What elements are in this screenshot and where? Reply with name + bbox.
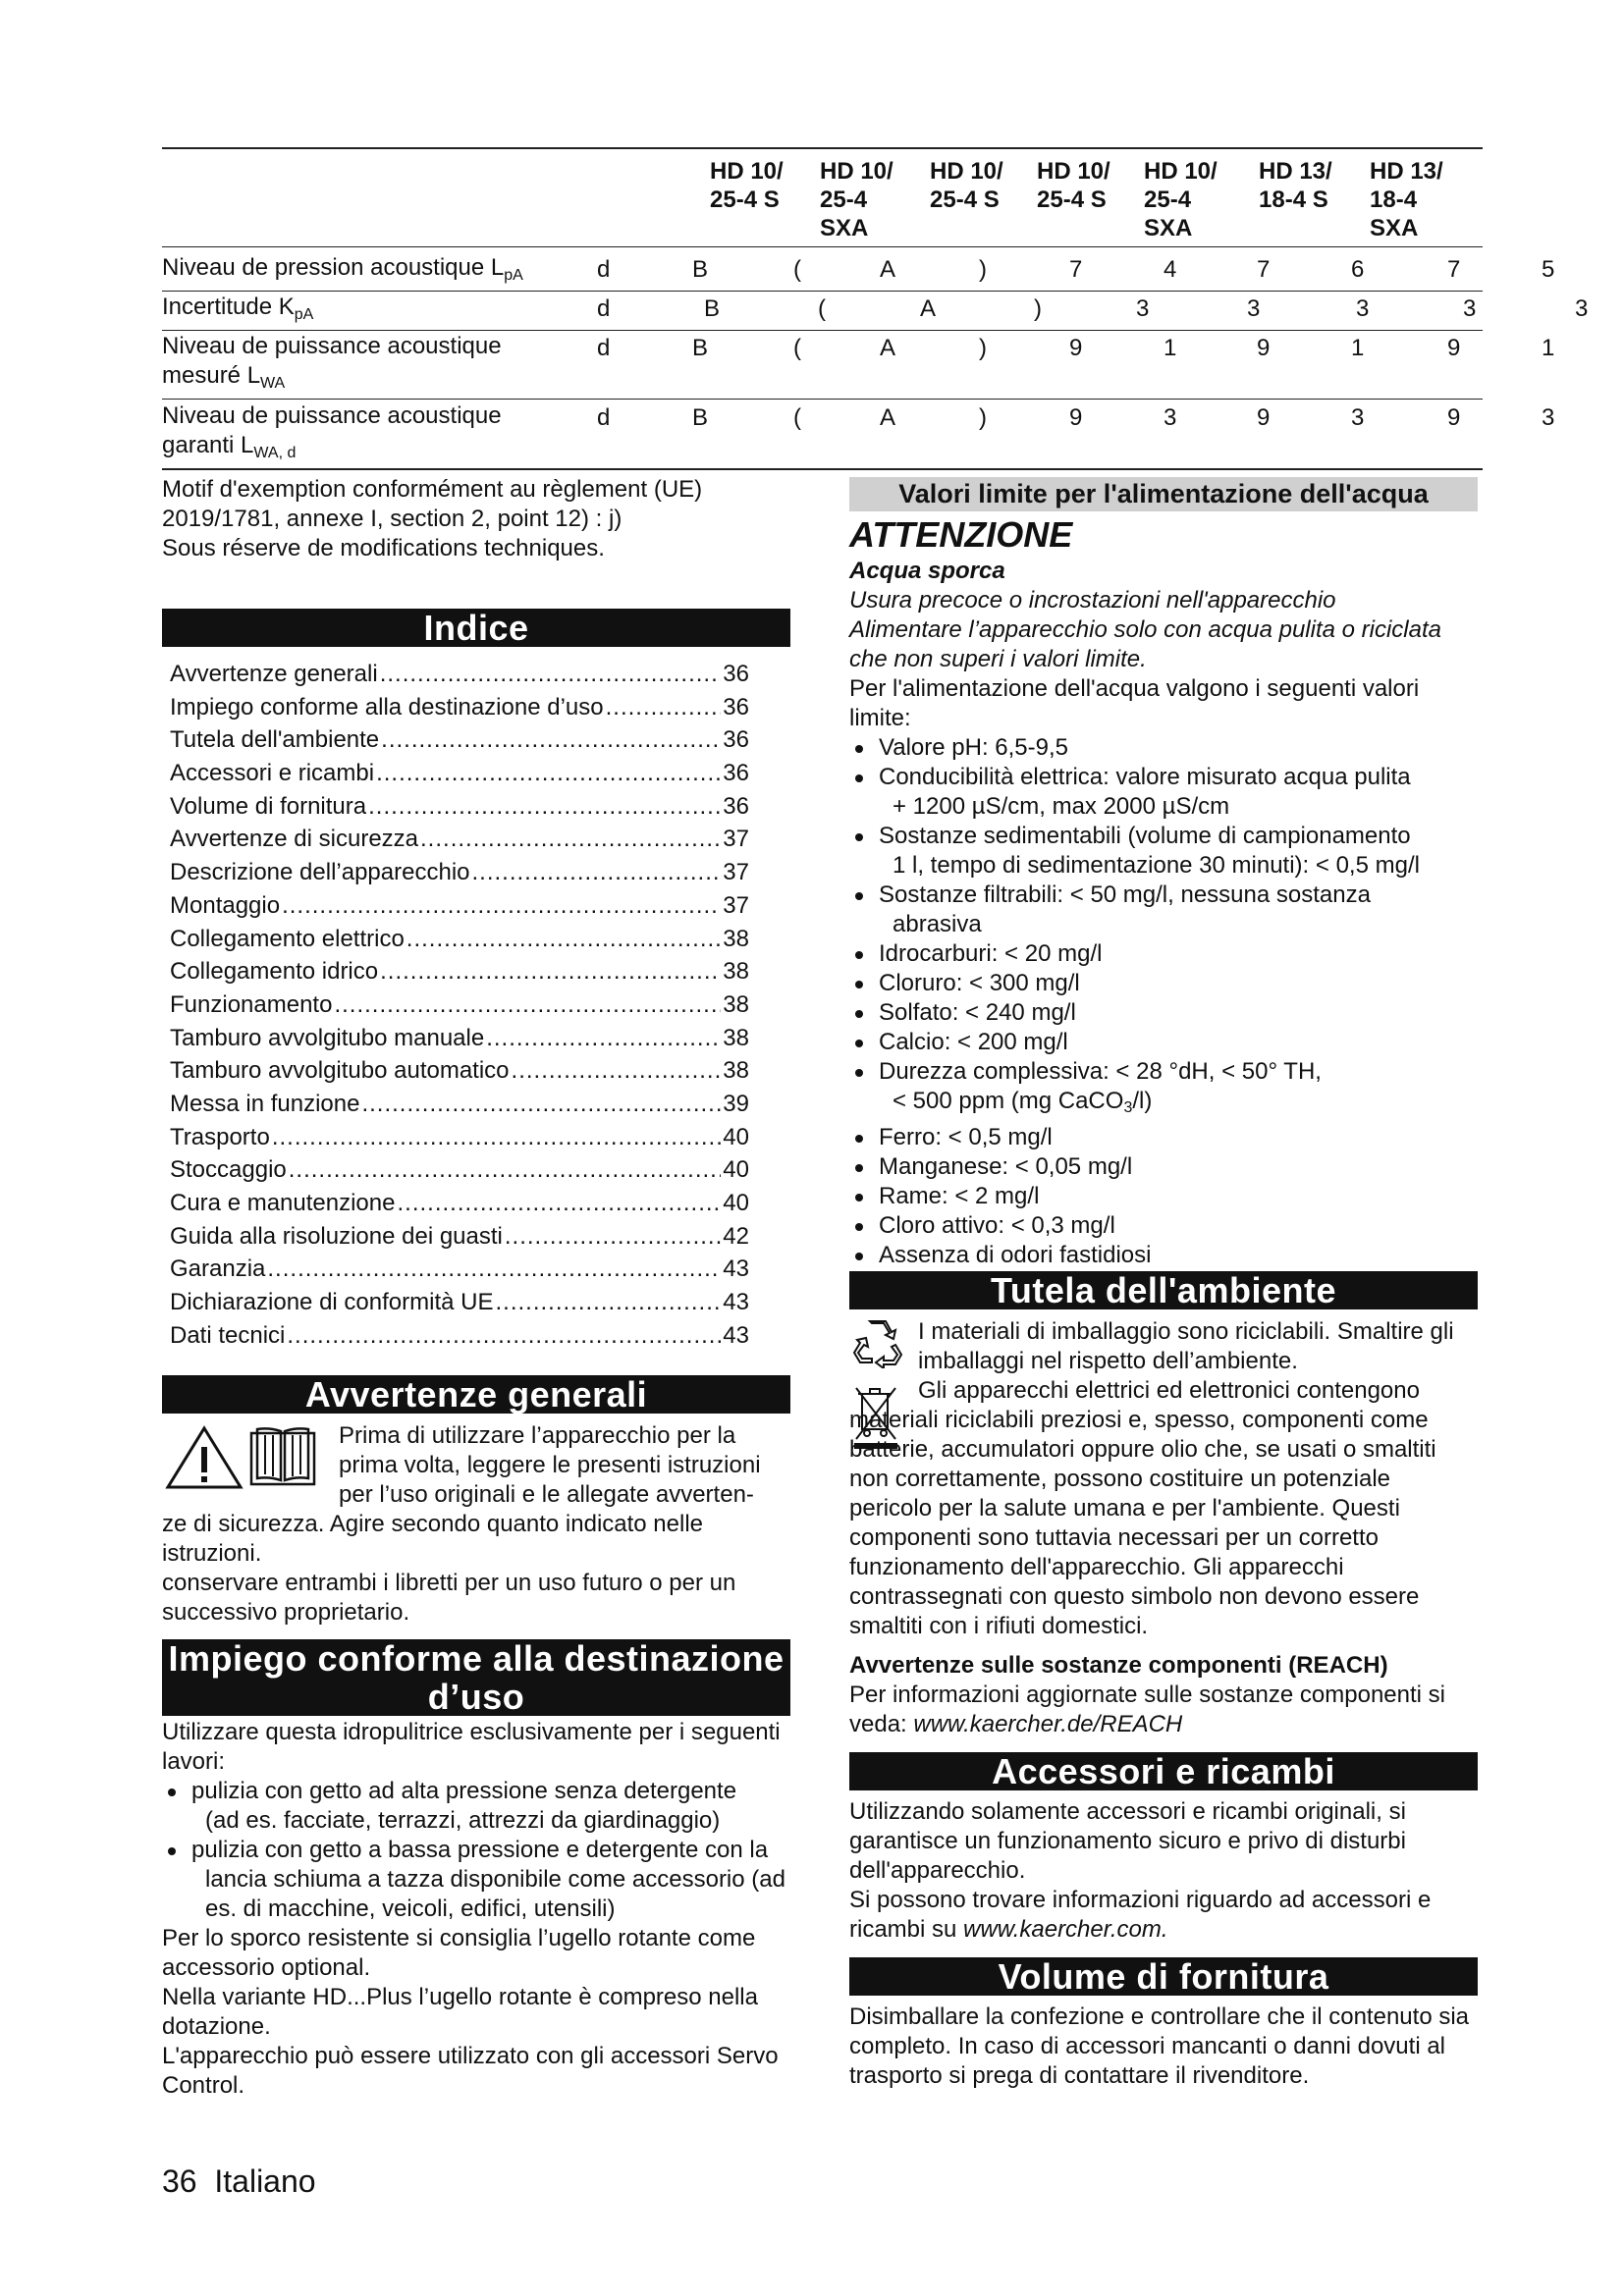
avvertenze-text: Prima di utilizzare l’apparecchio per la prima volta, leggere le presenti istruzioni per l’uso originali e le allegate avverten- ze di sicurezza. Agire secondo quanto indicato nelle istruzioni. conservare entrambi i libretti per un uso futuro o per un successivo proprietario. bbox=[162, 1422, 761, 1626]
table-cell: ) bbox=[979, 404, 987, 431]
list-item: Cloruro: < 300 mg/l bbox=[849, 969, 1478, 998]
accessori-text: Utilizzando solamente accessori e ricambi originali, si garantisce un funzionamento sicuro e privo di disturbi dell'apparecchio. Si possono trovare informazioni riguardo ad accessori e ricambi su www.kaercher.com. bbox=[849, 1798, 1432, 1943]
list-item: Cloro attivo: < 0,3 mg/l bbox=[849, 1211, 1478, 1241]
table-cell: A bbox=[920, 295, 937, 322]
reach-link[interactable]: www.kaercher.de/REACH bbox=[913, 1711, 1183, 1737]
header-col-1: HD 10/ 25-4 S bbox=[710, 158, 784, 213]
header-col-6: HD 13/ 18-4 S bbox=[1259, 158, 1332, 213]
toc-item[interactable]: Trasporto ..... 40 bbox=[170, 1123, 749, 1156]
toc-item[interactable]: Avvertenze generali ..... 36 bbox=[170, 660, 749, 693]
toc-item[interactable]: Tamburo avvolgitubo automatico ..... 38 bbox=[170, 1056, 749, 1090]
reserve-note: Sous réserve de modifications techniques. bbox=[162, 535, 605, 561]
toc-item[interactable]: Montaggio ..... 37 bbox=[170, 891, 749, 925]
reach-section: Avvertenze sulle sostanze componenti (REACH) Per informazioni aggiornate sulle sostanze componenti si veda: www.kaercher.de/REACH bbox=[849, 1652, 1445, 1737]
table-cell: ) bbox=[1034, 295, 1042, 322]
page-footer bbox=[162, 2163, 316, 2199]
tutela-text: I materiali di imballaggio sono riciclabili. Smaltire gli imballaggi nel rispetto dell’ambiente. Gli apparecchi elettrici ed elettronici contengono materiali riciclabili preziosi e, spesso, componenti come batterie, accumulatori oppure olio che, se usati o smaltiti non correttamente, possono costituire un potenziale pericolo per la salute umana e per l'ambiente. Questi componenti sono tuttavia necessari per un corretto funzionamento dell'apparecchio. Gli apparecchi contrassegnati con questo simbolo non devono essere smaltiti con i rifiuti domestici. bbox=[849, 1318, 1454, 1639]
table-cell: 9 bbox=[1257, 404, 1271, 431]
header-col-2: HD 10/ 25-4 SXA bbox=[820, 158, 893, 241]
table-cell: B bbox=[692, 335, 709, 361]
list-item: Calcio: < 200 mg/l bbox=[849, 1028, 1478, 1057]
toc-item[interactable]: Dati tecnici ..... 43 bbox=[170, 1321, 749, 1355]
kaercher-link[interactable]: www.kaercher.com. bbox=[963, 1916, 1168, 1943]
header-col-3: HD 10/ 25-4 S bbox=[930, 158, 1003, 213]
table-cell: ) bbox=[979, 256, 987, 283]
toc-item[interactable]: Messa in funzione ..... 39 bbox=[170, 1090, 749, 1123]
table-cell: 9 bbox=[1257, 335, 1271, 361]
table-cell: 3 bbox=[1575, 295, 1589, 322]
table-cell: 9 bbox=[1069, 404, 1083, 431]
table-cell: d bbox=[597, 256, 611, 283]
table-cell: ( bbox=[793, 404, 801, 431]
table-cell: B bbox=[692, 256, 709, 283]
list-item: Ferro: < 0,5 mg/l bbox=[849, 1123, 1478, 1152]
table-cell: B bbox=[692, 404, 709, 431]
list-item: Assenza di odori fastidiosi bbox=[849, 1241, 1478, 1270]
accessori-heading: Accessori e ricambi bbox=[849, 1752, 1478, 1790]
list-item: Sostanze sedimentabili (volume di campionamento 1 l, tempo di sedimentazione 30 minuti): < 0,5 mg/l bbox=[849, 822, 1478, 881]
toc-item[interactable]: Garanzia ..... 43 bbox=[170, 1255, 749, 1288]
table-cell: 9 bbox=[1447, 404, 1461, 431]
list-item: Conducibilità elettrica: valore misurato acqua pulita + 1200 µS/cm, max 2000 µS/cm bbox=[849, 763, 1478, 822]
toc-item[interactable]: Collegamento elettrico ..... 38 bbox=[170, 925, 749, 958]
table-cell: d bbox=[597, 335, 611, 361]
impiego-heading: Impiego conforme alla destinazione d’uso bbox=[162, 1639, 790, 1716]
table-rule bbox=[162, 330, 1483, 331]
toc-item[interactable]: Funzionamento ..... 38 bbox=[170, 990, 749, 1024]
attention-label: ATTENZIONE bbox=[849, 514, 1073, 555]
volume-text: Disimballare la confezione e controllare che il contenuto sia completo. In caso di accessori mancanti o danni dovuti al trasporto si prega di contattare il rivenditore. bbox=[849, 2003, 1470, 2089]
table-cell: 7 bbox=[1447, 256, 1461, 283]
list-item: Solfato: < 240 mg/l bbox=[849, 998, 1478, 1028]
table-cell: ( bbox=[793, 335, 801, 361]
table-cell: 1 bbox=[1351, 335, 1365, 361]
table-rule bbox=[162, 399, 1483, 400]
toc-item[interactable]: Descrizione dell’apparecchio ..... 37 bbox=[170, 858, 749, 891]
table-cell: ( bbox=[793, 256, 801, 283]
toc-item[interactable]: Dichiarazione di conformità UE ..... 43 bbox=[170, 1288, 749, 1321]
list-item: Sostanze filtrabili: < 50 mg/l, nessuna sostanza abrasiva bbox=[849, 881, 1478, 939]
table-bottom-rule bbox=[162, 468, 1483, 470]
list-item: pulizia con getto ad alta pressione senza detergente (ad es. facciate, terrazzi, attrezzi da giardinaggio) bbox=[162, 1777, 790, 1836]
table-of-contents bbox=[170, 660, 749, 1354]
table-cell: 5 bbox=[1542, 256, 1555, 283]
language-label: Italiano bbox=[214, 2163, 316, 2199]
list-item: Valore pH: 6,5-9,5 bbox=[849, 733, 1478, 763]
table-rule bbox=[162, 246, 1483, 247]
table-cell: 9 bbox=[1447, 335, 1461, 361]
table-cell: 4 bbox=[1164, 256, 1177, 283]
table-cell: B bbox=[704, 295, 721, 322]
table-cell: d bbox=[597, 404, 611, 431]
table-cell: ) bbox=[979, 335, 987, 361]
table-cell: 3 bbox=[1356, 295, 1370, 322]
volume-heading: Volume di fornitura bbox=[849, 1957, 1478, 1996]
list-item: Rame: < 2 mg/l bbox=[849, 1182, 1478, 1211]
toc-item[interactable]: Avvertenze di sicurezza ..... 37 bbox=[170, 825, 749, 858]
toc-item[interactable]: Tutela dell'ambiente ..... 36 bbox=[170, 725, 749, 759]
header-col-5: HD 10/ 25-4 SXA bbox=[1144, 158, 1218, 241]
toc-item[interactable]: Collegamento idrico ..... 38 bbox=[170, 957, 749, 990]
row-label-pressione: Niveau de pression acoustique $L_{pA}$ bbox=[162, 254, 523, 284]
table-cell: 3 bbox=[1351, 404, 1365, 431]
header-col-7: HD 13/ 18-4 SXA bbox=[1370, 158, 1443, 241]
toc-item[interactable]: Cura e manutenzione ..... 40 bbox=[170, 1189, 749, 1222]
toc-item[interactable]: Volume di fornitura ..... 36 bbox=[170, 792, 749, 826]
table-top-rule bbox=[162, 147, 1483, 149]
indice-heading: Indice bbox=[162, 609, 790, 647]
table-cell: 3 bbox=[1542, 404, 1555, 431]
tutela-heading: Tutela dell'ambiente bbox=[849, 1271, 1478, 1309]
toc-item[interactable]: Tamburo avvolgitubo manuale ..... 38 bbox=[170, 1024, 749, 1057]
list-item: Manganese: < 0,05 mg/l bbox=[849, 1152, 1478, 1182]
table-cell: d bbox=[597, 295, 611, 322]
table-cell: 3 bbox=[1463, 295, 1477, 322]
row-label-puissance-garanti: Niveau de puissance acoustique garanti $L_{WA, d}$ bbox=[162, 402, 502, 461]
toc-item[interactable]: Guida alla risoluzione dei guasti ..... 42 bbox=[170, 1222, 749, 1255]
row-label-puissance-mesure: Niveau de puissance acoustique mesuré $L_{WA}$ bbox=[162, 333, 502, 392]
page-number: 36 bbox=[162, 2163, 197, 2199]
table-rule bbox=[162, 291, 1483, 292]
header-col-4: HD 10/ 25-4 S bbox=[1037, 158, 1110, 213]
limits-list bbox=[849, 733, 1478, 1270]
valori-limite-content: ATTENZIONE Acqua sporca Usura precoce o incrostazioni nell'apparecchio Alimentare l’apparecchio solo con acqua pulita o riciclata che non superi i valori limite. Per l'alimentazione dell'acqua valgono i seguenti valori limite: Valore pH: 6,5-9,5 Conducibilità elettrica: valore misurato acqua pulita + 1200 µS/cm, max 2000 µS/cm Sostanze sedimentabili (volume di campionamento 1 l, tempo di sedimentazione 30 minuti): < 0,5 mg/l Sostanze filtrabili: < 50 mg/l, nessuna sostanza abrasiva Idrocarburi: < 20 mg/l Cloruro: < 300 mg/l Solfato: < 240 mg/l Calcio: < 200 mg/l Durezza complessiva: < 28 °dH, < 50° TH, < 500 ppm (mg CaCO3/l) Ferro: < 0,5 mg/l Manganese: < 0,05 mg/l Rame: < 2 mg/l Cloro attivo: < 0,3 mg/l Assenza di odori fastidiosi bbox=[849, 513, 1478, 1270]
impiego-text: Utilizzare questa idropulitrice esclusivamente per i seguenti lavori: pulizia con getto ad alta pressione senza detergente (ad es. facciate, terrazzi, attrezzi da giardinaggio) pulizia con getto a bassa pressione e detergente con la lancia schiuma a tazza disponibile come accessorio (ad es. di macchine, veicoli, edifici, utensili) Per lo sporco resistente si consiglia l’ugello rotante come accessorio optional. Nella variante HD...Plus l’ugello rotante è compreso nella dotazione. L'apparecchio può essere utilizzato con gli accessori Servo Control. bbox=[162, 1718, 790, 2101]
table-cell: A bbox=[880, 335, 896, 361]
exemption-note: Motif d'exemption conformément au règlement (UE) 2019/1781, annexe I, section 2, point 12) : j) bbox=[162, 476, 703, 532]
table-cell: ( bbox=[818, 295, 826, 322]
list-item: Durezza complessiva: < 28 °dH, < 50° TH, < 500 ppm (mg CaCO3/l) bbox=[849, 1057, 1478, 1123]
table-cell: A bbox=[880, 256, 896, 283]
table-cell: 3 bbox=[1164, 404, 1177, 431]
table-cell: A bbox=[880, 404, 896, 431]
toc-item[interactable]: Impiego conforme alla destinazione d’uso ..... 36 bbox=[170, 693, 749, 726]
list-item: pulizia con getto a bassa pressione e detergente con la lancia schiuma a tazza disponibile come accessorio (ad es. di macchine, veicoli, edifici, utensili) bbox=[162, 1836, 790, 1924]
table-cell: 1 bbox=[1542, 335, 1555, 361]
valori-limite-heading: Valori limite per l'alimentazione dell'acqua bbox=[849, 477, 1478, 511]
list-item: Idrocarburi: < 20 mg/l bbox=[849, 939, 1478, 969]
table-cell: 6 bbox=[1351, 256, 1365, 283]
table-cell: 1 bbox=[1164, 335, 1177, 361]
table-cell: 3 bbox=[1136, 295, 1150, 322]
table-cell: 3 bbox=[1247, 295, 1261, 322]
toc-item[interactable]: Stoccaggio ..... 40 bbox=[170, 1155, 749, 1189]
left-column bbox=[162, 475, 790, 563]
table-cell: 9 bbox=[1069, 335, 1083, 361]
avvertenze-heading: Avvertenze generali bbox=[162, 1375, 790, 1414]
table-cell: 7 bbox=[1069, 256, 1083, 283]
table-cell: 7 bbox=[1257, 256, 1271, 283]
row-label-incertitude: Incertitude $K_{pA}$ bbox=[162, 294, 314, 323]
toc-item[interactable]: Accessori e ricambi ..... 36 bbox=[170, 759, 749, 792]
